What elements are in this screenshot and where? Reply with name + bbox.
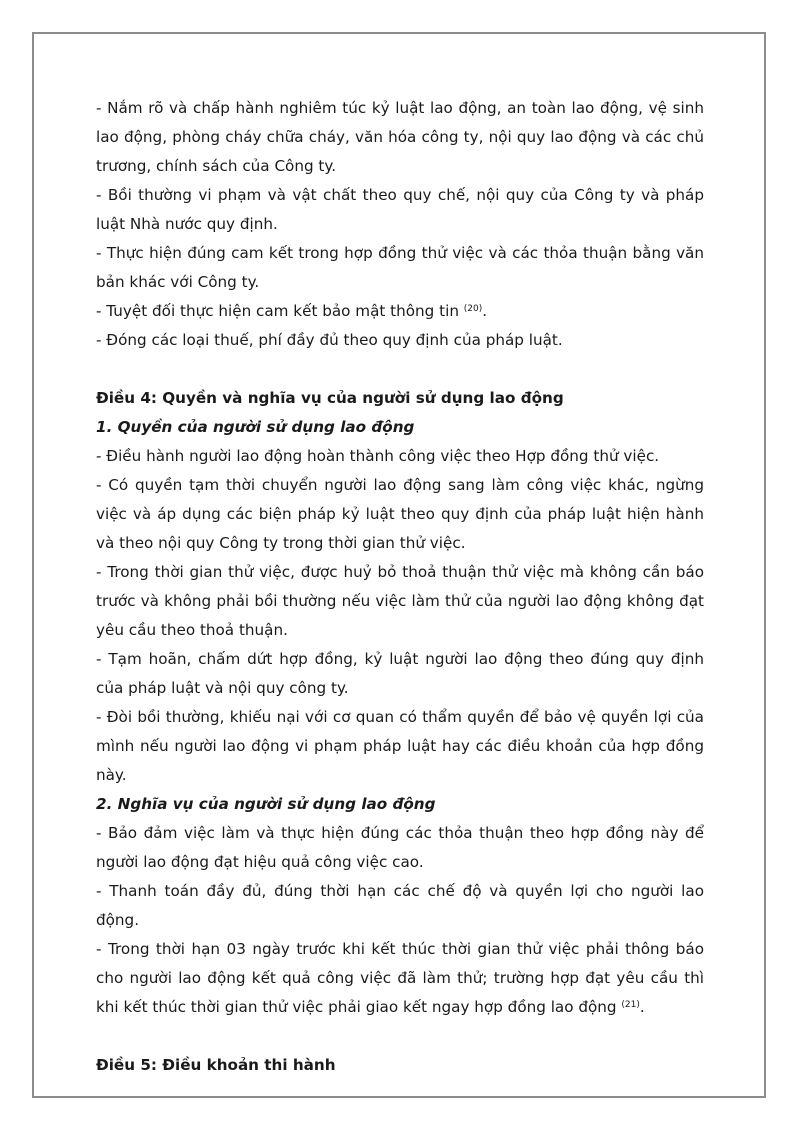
spacer: [96, 355, 704, 384]
document-body: [96, 94, 704, 1080]
article3-obligations-list: [96, 94, 704, 355]
list-item: - Bảo đảm việc làm và thực hiện đúng các thỏa thuận theo hợp đồng này để người lao động đạt hiệu quả công việc cao.: [96, 824, 704, 871]
list-item: - Thực hiện đúng cam kết trong hợp đồng thử việc và các thỏa thuận bằng văn bản khác với Công ty.: [96, 244, 704, 291]
footnote-ref: (20): [463, 304, 483, 314]
list-item: - Đóng các loại thuế, phí đầy đủ theo quy định của pháp luật.: [96, 331, 563, 349]
article4-title: Điều 4: Quyền và nghĩa vụ của người sử dụng lao động: [96, 389, 564, 407]
employer-rights-list: [96, 442, 704, 790]
list-item: - Bồi thường vi phạm và vật chất theo quy chế, nội quy của Công ty và pháp luật Nhà nước quy định.: [96, 186, 704, 233]
list-item: - Trong thời hạn 03 ngày trước khi kết thúc thời gian thử việc phải thông báo cho người lao động kết quả công việc đã làm thử; trường hợp đạt yêu cầu thì khi kết thúc thời gian thử việc phải giao kết ngay hợp đồng lao động $^{(21)}$.: [96, 940, 704, 1016]
list-item: - Tạm hoãn, chấm dứt hợp đồng, kỷ luật người lao động theo đúng quy định của pháp luật và nội quy công ty.: [96, 650, 704, 697]
list-item: - Tuyệt đối thực hiện cam kết bảo mật thông tin $^{(20)}$.: [96, 302, 488, 320]
list-item: - Thanh toán đầy đủ, đúng thời hạn các chế độ và quyền lợi cho người lao động.: [96, 882, 704, 929]
spacer: [96, 1022, 704, 1051]
list-item: - Điều hành người lao động hoàn thành công việc theo Hợp đồng thử việc.: [96, 447, 660, 465]
footnote-ref: (21): [621, 1000, 640, 1010]
list-item: - Đòi bồi thường, khiếu nại với cơ quan có thẩm quyền để bảo vệ quyền lợi của mình nếu người lao động vi phạm pháp luật hay các điều khoản của hợp đồng này.: [96, 708, 704, 784]
list-item: - Trong thời gian thử việc, được huỷ bỏ thoả thuận thử việc mà không cần báo trước và không phải bồi thường nếu việc làm thử của người lao động không đạt yêu cầu theo thoả thuận.: [96, 563, 704, 639]
section1-title: 1. Quyền của người sử dụng lao động: [96, 418, 415, 436]
section2-title: 2. Nghĩa vụ của người sử dụng lao động: [96, 795, 436, 813]
article5-title: Điều 5: Điều khoản thi hành: [96, 1056, 336, 1074]
employer-obligations-list: [96, 819, 704, 1022]
list-item: - Nắm rõ và chấp hành nghiêm túc kỷ luật lao động, an toàn lao động, vệ sinh lao động, phòng cháy chữa cháy, văn hóa công ty, nội quy lao động và các chủ trương, chính sách của Công ty.: [96, 99, 704, 175]
list-item: - Có quyền tạm thời chuyển người lao động sang làm công việc khác, ngừng việc và áp dụng các biện pháp kỷ luật theo quy định của pháp luật hiện hành và theo nội quy Công ty trong thời gian thử việc.: [96, 476, 704, 552]
